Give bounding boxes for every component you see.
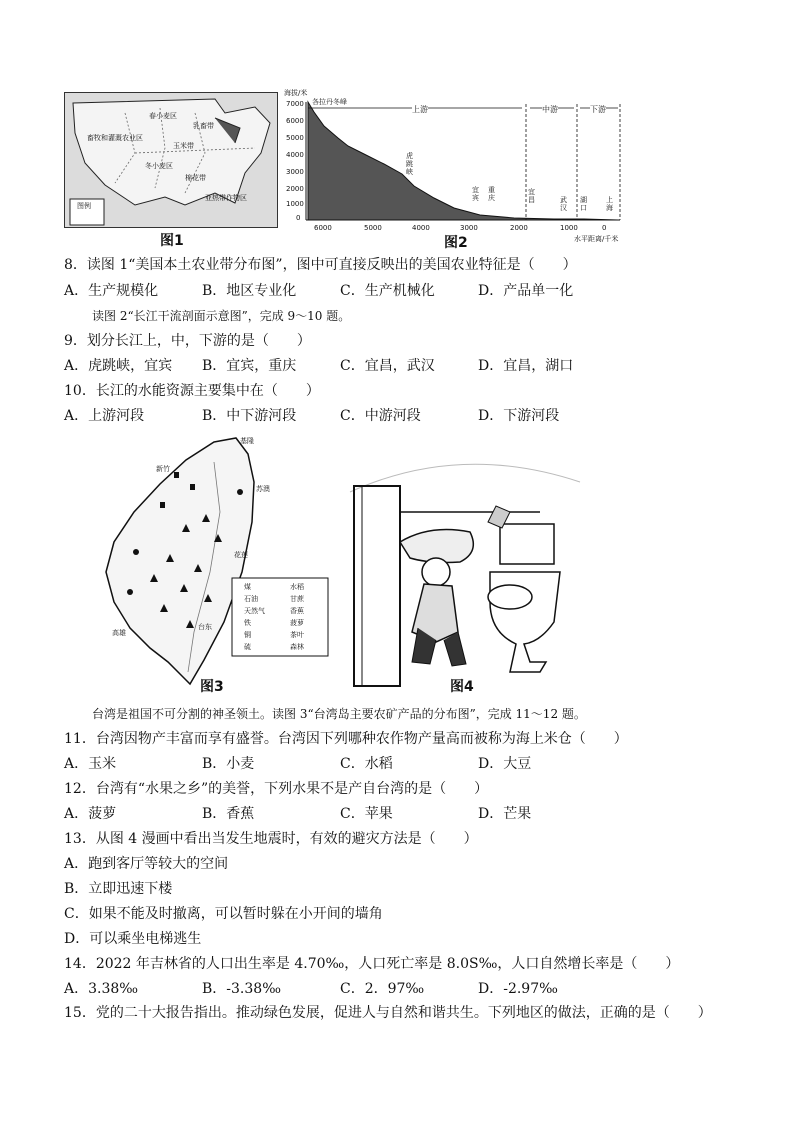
fig1-label-cotton: 棉花带 bbox=[185, 174, 206, 182]
place-shanghai: 上海 bbox=[606, 196, 613, 212]
y-tick: 0 bbox=[296, 214, 301, 222]
q11-option-b[interactable]: B．小麦 bbox=[202, 756, 255, 772]
x-tick: 6000 bbox=[314, 224, 332, 232]
place-hukou: 湖口 bbox=[580, 196, 587, 212]
legend-banana: 香蕉 bbox=[290, 607, 304, 615]
x-tick: 0 bbox=[602, 224, 607, 232]
instruction-note-9-10: 读图 2“长江干流剖面示意图”，完成 9～10 题。 bbox=[92, 309, 351, 323]
q8-option-c[interactable]: C．生产机械化 bbox=[340, 283, 435, 299]
legend-sugarcane: 甘蔗 bbox=[290, 595, 304, 603]
x-tick: 2000 bbox=[510, 224, 528, 232]
place-yichang: 宜昌 bbox=[528, 188, 535, 204]
fig1-legend-title: 图例 bbox=[77, 202, 91, 210]
legend-forest: 森林 bbox=[290, 643, 304, 651]
legend-tea: 茶叶 bbox=[290, 631, 304, 639]
peak-label: 各拉丹冬峰 bbox=[312, 98, 347, 106]
city-hualien: 花莲 bbox=[234, 551, 248, 559]
question-8-stem: 8．读图 1“美国本土农业带分布图”，图中可直接反映出的美国农业特征是（ ） bbox=[64, 257, 577, 273]
q8-option-d[interactable]: D．产品单一化 bbox=[478, 283, 574, 299]
city-taitung: 台东 bbox=[198, 623, 212, 631]
y-tick: 1000 bbox=[286, 200, 304, 208]
fig1-label-corn: 玉米带 bbox=[173, 142, 194, 150]
fig1-label-winter-wheat: 冬小麦区 bbox=[145, 162, 173, 170]
legend-sulfur: 硫 bbox=[244, 643, 251, 651]
figure-2-caption: 图2 bbox=[444, 235, 468, 251]
q9-option-b[interactable]: B．宜宾，重庆 bbox=[202, 358, 297, 374]
fig1-label-grazing: 畜牧和灌溉农业区 bbox=[87, 134, 143, 142]
fig1-label-dairy: 乳畜带 bbox=[193, 122, 214, 130]
section-upper: 上游 bbox=[412, 105, 428, 114]
place-yibin: 宜宾 bbox=[472, 186, 479, 202]
x-tick: 5000 bbox=[364, 224, 382, 232]
section-lower: 下游 bbox=[590, 105, 606, 114]
profile-graphic bbox=[284, 88, 628, 246]
y-tick: 2000 bbox=[286, 185, 304, 193]
fig1-label-subtropical: 亚热带作物区 bbox=[205, 194, 247, 202]
q9-option-c[interactable]: C．宜昌，武汉 bbox=[340, 358, 435, 374]
question-12-stem: 12．台湾有“水果之乡”的美誉，下列水果不是产自台湾的是（ ） bbox=[64, 781, 489, 797]
q9-option-d[interactable]: D．宜昌，湖口 bbox=[478, 358, 574, 374]
q11-option-c[interactable]: C．水稻 bbox=[340, 756, 393, 772]
q8-option-a[interactable]: A．生产规模化 bbox=[64, 283, 159, 299]
legend-pineapple: 菠萝 bbox=[290, 619, 304, 627]
legend-coal: 煤 bbox=[244, 583, 251, 591]
y-tick: 5000 bbox=[286, 134, 304, 142]
x-tick: 1000 bbox=[560, 224, 578, 232]
question-15-stem: 15．党的二十大报告指出。推动绿色发展，促进人与自然和谐共生。下列地区的做法，正确的是（ ） bbox=[64, 1005, 712, 1021]
q12-option-a[interactable]: A．菠萝 bbox=[64, 806, 117, 822]
figure-2-yangtze-profile bbox=[284, 88, 628, 246]
x-tick: 4000 bbox=[412, 224, 430, 232]
city-hsinchu: 新竹 bbox=[156, 465, 170, 473]
cartoon-graphic bbox=[340, 432, 590, 696]
question-14-stem: 14．2022 年吉林省的人口出生率是 4.70‰，人口死亡率是 8.0S‰，人口自然增长率是（ ） bbox=[64, 956, 680, 972]
figure-4-caption: 图4 bbox=[450, 679, 474, 695]
legend-gas: 天然气 bbox=[244, 607, 265, 615]
place-wuhan: 武汉 bbox=[560, 196, 567, 212]
q14-option-c[interactable]: C．2．97‰ bbox=[340, 981, 425, 997]
figure-4-earthquake-cartoon bbox=[340, 432, 590, 696]
question-13-stem: 13．从图 4 漫画中看出当发生地震时，有效的避灾方法是（ ） bbox=[64, 831, 478, 847]
y-tick: 7000 bbox=[286, 100, 304, 108]
figure-3-taiwan-map bbox=[64, 432, 340, 696]
q10-option-d[interactable]: D．下游河段 bbox=[478, 408, 560, 424]
q10-option-a[interactable]: A．上游河段 bbox=[64, 408, 145, 424]
q8-option-b[interactable]: B．地区专业化 bbox=[202, 283, 297, 299]
q14-option-b[interactable]: B．-3.38‰ bbox=[202, 981, 281, 997]
section-middle: 中游 bbox=[542, 105, 558, 114]
city-kaohsiung: 高雄 bbox=[112, 629, 126, 637]
figure-3-caption: 图3 bbox=[200, 679, 224, 695]
q14-option-d[interactable]: D．-2.97‰ bbox=[478, 981, 558, 997]
legend-oil: 石油 bbox=[244, 595, 258, 603]
q13-option-d[interactable]: D．可以乘坐电梯逃生 bbox=[64, 931, 202, 947]
figure-1-us-agriculture-map bbox=[64, 92, 278, 228]
y-tick: 6000 bbox=[286, 117, 304, 125]
question-10-stem: 10．长江的水能资源主要集中在（ ） bbox=[64, 383, 320, 399]
q13-option-a[interactable]: A．跑到客厅等较大的空间 bbox=[64, 856, 229, 872]
q10-option-c[interactable]: C．中游河段 bbox=[340, 408, 421, 424]
q10-option-b[interactable]: B．中下游河段 bbox=[202, 408, 297, 424]
q9-option-a[interactable]: A．虎跳峡，宜宾 bbox=[64, 358, 173, 374]
question-11-stem: 11．台湾因物产丰富而享有盛誉。台湾因下列哪种农作物产量高而被称为海上米仓（ ） bbox=[64, 731, 628, 747]
q11-option-d[interactable]: D．大豆 bbox=[478, 756, 532, 772]
y-tick: 3000 bbox=[286, 168, 304, 176]
legend-iron: 铁 bbox=[244, 619, 251, 627]
q12-option-c[interactable]: C．苹果 bbox=[340, 806, 393, 822]
instruction-note-11-12: 台湾是祖国不可分割的神圣领土。读图 3“台湾岛主要农矿产品的分布图”，完成 11～12 题。 bbox=[92, 707, 586, 721]
legend-rice: 水稻 bbox=[290, 583, 304, 591]
fig1-label-spring-wheat: 春小麦区 bbox=[149, 112, 177, 120]
question-9-stem: 9．划分长江上，中，下游的是（ ） bbox=[64, 333, 311, 349]
x-tick: 3000 bbox=[460, 224, 478, 232]
x-axis-title: 水平距离/千米 bbox=[574, 235, 619, 243]
legend-copper: 铜 bbox=[244, 631, 251, 639]
place-chongqing: 重庆 bbox=[488, 186, 495, 202]
city-keelung: 基隆 bbox=[240, 437, 254, 445]
taiwan-graphic bbox=[64, 432, 340, 696]
q12-option-d[interactable]: D．芒果 bbox=[478, 806, 532, 822]
q14-option-a[interactable]: A．3.38‰ bbox=[64, 981, 139, 997]
q12-option-b[interactable]: B．香蕉 bbox=[202, 806, 255, 822]
q13-option-b[interactable]: B．立即迅速下楼 bbox=[64, 881, 173, 897]
y-axis-title: 海拔/米 bbox=[284, 89, 308, 97]
city-suao: 苏澳 bbox=[256, 485, 270, 493]
q11-option-a[interactable]: A．玉米 bbox=[64, 756, 117, 772]
y-tick: 4000 bbox=[286, 151, 304, 159]
q13-option-c[interactable]: C．如果不能及时撤离，可以暂时躲在小开间的墙角 bbox=[64, 906, 383, 922]
place-hutiaoxia: 虎跳峡 bbox=[406, 152, 413, 176]
figure-1-caption: 图1 bbox=[160, 233, 184, 249]
